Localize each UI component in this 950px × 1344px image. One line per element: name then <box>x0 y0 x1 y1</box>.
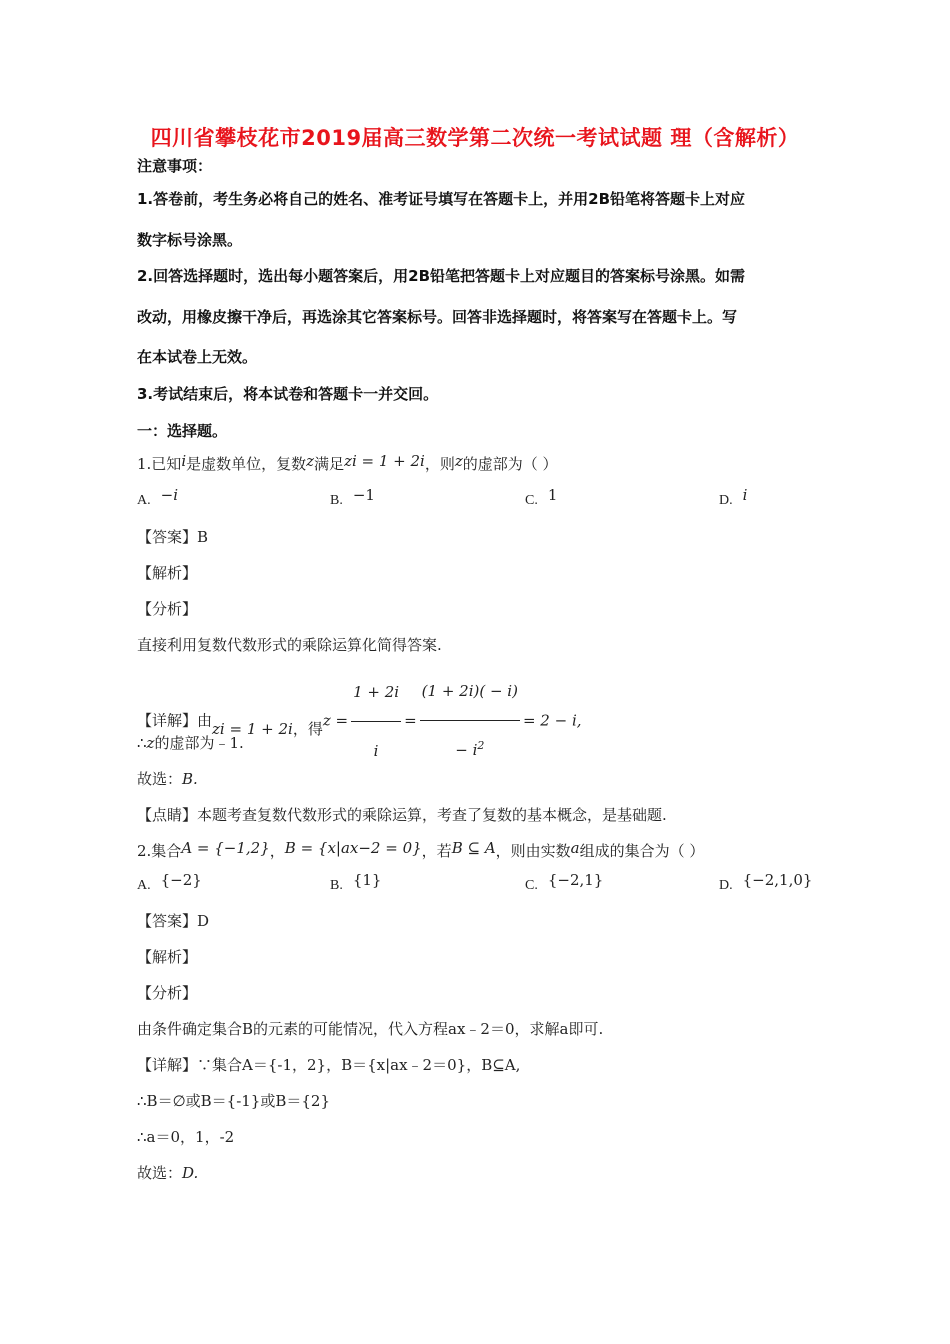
notice-item1-line1: 1.答卷前，考生务必将自己的姓名、准考证号填写在答题卡上，并用2B铅笔将答题卡上对应 <box>137 190 746 208</box>
q2-step-1: ∴B＝∅或B＝{-1}或B＝{2} <box>137 1092 331 1110</box>
q2-option-d: D. {−2,1,0} <box>719 871 813 893</box>
q1-detail: 【详解】由zi = 1 + 2i，得z = $\frac{1 + 2i}{i}$ = $\frac{(1 + 2i)( - i)}{- i^2}$ = 2 − i, <box>137 664 582 779</box>
q2-fenxi-heading: 【分析】 <box>137 984 198 1002</box>
q1-answer: 【答案】B <box>137 528 209 546</box>
document-title: 四川省攀枝花市2019届高三数学第二次统一考试试题 理（含解析） <box>150 126 800 150</box>
q2-choice: 故选：D. <box>137 1164 199 1182</box>
notice-heading: 注意事项： <box>137 157 213 175</box>
q2-answer: 【答案】D <box>137 912 210 930</box>
q2-analysis: 由条件确定集合B的元素的可能情况，代入方程ax﹣2＝0，求解a即可. <box>137 1020 604 1038</box>
notice-item1-line2: 数字标号涂黑。 <box>137 231 243 249</box>
q2-option-a: A. {−2} <box>137 871 202 893</box>
notice-item2-line3: 在本试卷上无效。 <box>137 348 258 366</box>
question-2-stem: 2.集合A = {−1,2}，B = {x|ax−2 = 0}，若B ⊆ A，则由实数a组成的集合为（ ） <box>137 839 705 860</box>
question-1-equation: zi = 1 + 2i <box>344 452 425 470</box>
fraction-2: $\frac{(1 + 2i)( - i)}{- i^2}$ <box>420 664 520 779</box>
notice-item2-line1: 2.回答选择题时，选出每小题答案后，用2B铅笔把答题卡上对应题目的答案标号涂黑。如需 <box>137 267 746 285</box>
q1-option-d: D. i <box>719 486 748 508</box>
q1-therefore: ∴z的虚部为﹣1. <box>137 734 244 752</box>
fraction-1: $\frac{1 + 2i}{i}$ <box>351 665 401 778</box>
question-1-stem: 1.已知i是虚数单位，复数z满足zi = 1 + 2i，则z的虚部为（ ） <box>137 452 558 473</box>
q2-option-b: B. {1} <box>330 871 382 893</box>
notice-item3: 3.考试结束后，将本试卷和答题卡一并交回。 <box>137 385 439 403</box>
q2-option-c: C. {−2,1} <box>525 871 604 893</box>
q1-option-b: B. −1 <box>330 486 375 508</box>
q1-choice: 故选：B. <box>137 770 198 788</box>
q1-detail-equation: zi = 1 + 2i <box>212 719 293 738</box>
notice-item2-line2: 改动，用橡皮擦干净后，再选涂其它答案标号。回答非选择题时，将答案写在答题卡上。写 <box>137 308 738 326</box>
q1-comment: 【点睛】本题考查复数代数形式的乘除运算，考查了复数的基本概念，是基础题. <box>137 806 667 824</box>
q2-detail: 【详解】∵集合A＝{-1，2}，B＝{x|ax﹣2＝0}，B⊆A, <box>137 1056 521 1074</box>
q2-jiexi-heading: 【解析】 <box>137 948 198 966</box>
q2-step-2: ∴a＝0，1，-2 <box>137 1128 235 1146</box>
q1-option-c: C. 1 <box>525 486 558 508</box>
q1-fenxi-heading: 【分析】 <box>137 600 198 618</box>
q1-analysis: 直接利用复数代数形式的乘除运算化简得答案. <box>137 636 442 654</box>
section-heading: 一：选择题。 <box>137 422 228 440</box>
q1-jiexi-heading: 【解析】 <box>137 564 198 582</box>
q1-option-a: A. −i <box>137 486 178 508</box>
